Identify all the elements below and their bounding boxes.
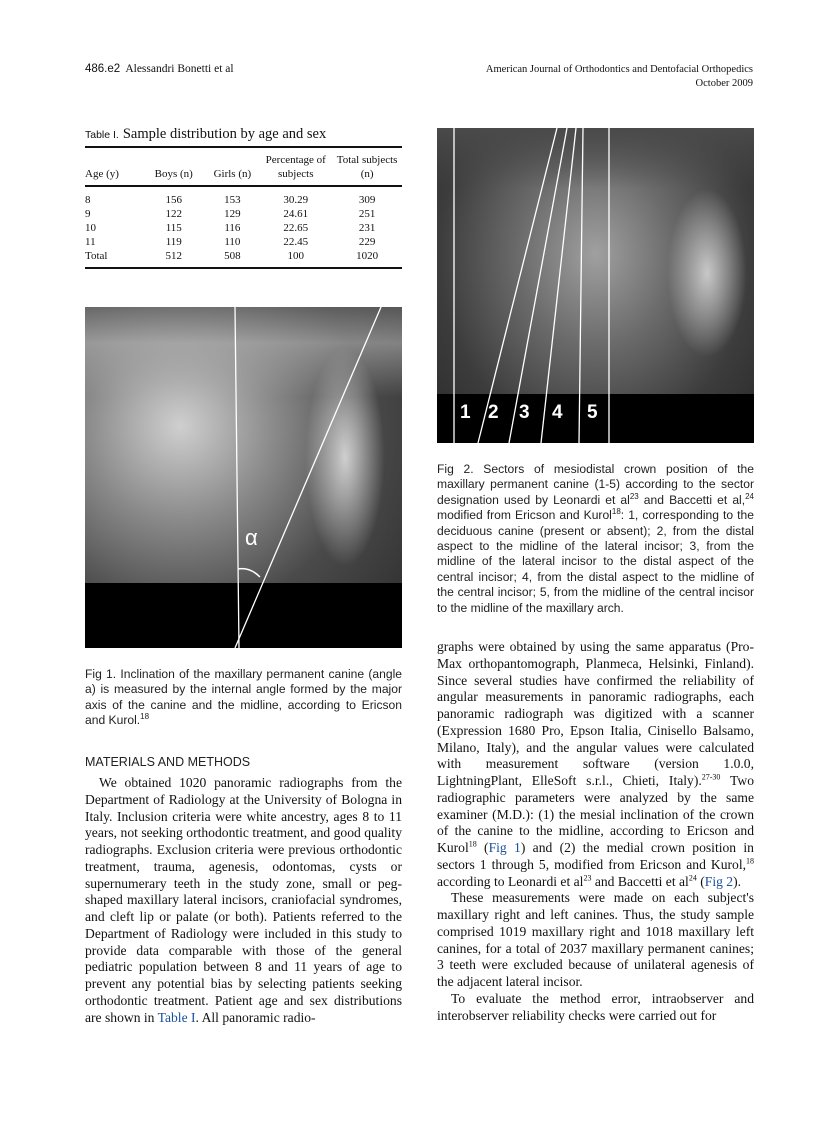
fig2-radiograph bbox=[437, 128, 754, 443]
table-cell: 116 bbox=[224, 222, 241, 234]
text-run: and Baccetti et al, bbox=[638, 492, 746, 507]
column-header: Girls (n) bbox=[213, 168, 252, 180]
table-cell: 30.29 bbox=[283, 194, 309, 206]
distribution-table bbox=[85, 148, 402, 263]
table-cell: 8 bbox=[85, 194, 91, 206]
table-cell: 22.45 bbox=[283, 236, 309, 248]
table-cell: 119 bbox=[165, 236, 182, 248]
column-header: Boys (n) bbox=[154, 168, 193, 180]
table-cell: 309 bbox=[358, 194, 376, 206]
text-run: . All panoramic radio- bbox=[195, 1009, 316, 1025]
citation-superscript: 18 bbox=[140, 712, 150, 722]
table-cell: 100 bbox=[287, 250, 305, 262]
citation-superscript: 23 bbox=[629, 491, 639, 501]
sector-label: 2 bbox=[488, 402, 499, 423]
citation-superscript: 23 bbox=[583, 872, 592, 882]
issue-date: October 2009 bbox=[695, 78, 753, 89]
sector-label: 4 bbox=[552, 402, 563, 423]
running-header-right bbox=[486, 63, 753, 91]
table-row bbox=[85, 249, 402, 263]
journal-name: American Journal of Orthodontics and Dentofacial Orthopedics bbox=[485, 64, 753, 75]
cross-reference-link[interactable]: Table I bbox=[157, 1009, 196, 1025]
sector-line bbox=[579, 128, 583, 443]
table-cell: 110 bbox=[224, 236, 241, 248]
text-run: : 1, corresponding to the deciduous canine (present or absent); 2, from the distal aspect to the midline of the lateral incisor; 3, from the midline of the lateral incisor to the distal aspect of the central incisor; 4, from the distal aspect to the midline of the central incisor; 5, from the midline of the central incisor to the midline of the maxillary arch. bbox=[437, 508, 754, 615]
table-label: Table I. bbox=[85, 129, 119, 141]
text-run: according to Leonardi et al bbox=[437, 873, 584, 889]
table-row bbox=[85, 235, 402, 249]
table-cell: 229 bbox=[358, 236, 376, 248]
table-cell: 122 bbox=[165, 208, 182, 220]
text-run: ( bbox=[476, 840, 489, 855]
text-run: We obtained 1020 panoramic radiographs from the Department of Radiology at the University of Bologna in Italy. Inclusion criteria were white ancestry, ages 8 to 11 years, not seeking orthodontic treatment, and good quality radiographs. Exclusion criteria were previous orthodontic treatment, trauma, agenesis, odontomas, cysts or supernumerary teeth in the study zone, small or peg-shaped maxillary lateral incisors, craniofacial syndromes, and cleft lip or palate (or both). Patients referred to the Department of Radiology were included in this study to provide data comparable with those of the general pediatric population between 8 and 11 years of age to prevent any potential bias by selecting patients seeking orthodontic treatment. Patient age and sex distributions are shown in bbox=[85, 775, 402, 1025]
fig2-caption bbox=[437, 462, 754, 616]
cross-reference-link[interactable]: Fig 1 bbox=[488, 840, 521, 855]
table-cell: 512 bbox=[165, 250, 182, 262]
table-row bbox=[85, 221, 402, 235]
table-cell: 156 bbox=[165, 194, 182, 206]
running-header-left bbox=[85, 63, 234, 75]
table-cell: 115 bbox=[165, 222, 182, 234]
citation-superscript: 24 bbox=[688, 872, 697, 882]
authors: Alessandri Bonetti et al bbox=[125, 63, 234, 75]
citation-superscript: 18 bbox=[468, 839, 477, 849]
angle-arc bbox=[238, 569, 260, 577]
table-row bbox=[85, 207, 402, 221]
column-header: Percentage of subjects bbox=[265, 154, 326, 180]
left-body-text bbox=[85, 775, 402, 1026]
fig1-angle-lines bbox=[85, 307, 402, 648]
table-cell: 9 bbox=[85, 208, 91, 220]
section-heading: MATERIALS AND METHODS bbox=[85, 755, 251, 769]
table-cell: 251 bbox=[358, 208, 376, 220]
fig1-caption bbox=[85, 667, 402, 729]
sector-label: 3 bbox=[519, 402, 530, 423]
sector-label: 1 bbox=[460, 402, 471, 423]
citation-superscript: 24 bbox=[745, 491, 755, 501]
table-cell: 231 bbox=[358, 222, 376, 234]
fig2-sector-lines bbox=[437, 128, 754, 443]
citation-superscript: 18 bbox=[746, 856, 754, 866]
paragraph bbox=[437, 991, 754, 1025]
table-cell: 11 bbox=[85, 236, 96, 248]
paragraph bbox=[85, 775, 402, 1026]
table-cell: 1020 bbox=[356, 250, 379, 262]
table-cell: 10 bbox=[85, 222, 96, 234]
table-cell: 508 bbox=[224, 250, 241, 262]
sector-label: 5 bbox=[587, 402, 598, 423]
paragraph bbox=[437, 890, 754, 991]
table-1 bbox=[85, 125, 402, 269]
citation-superscript: 27-30 bbox=[701, 772, 721, 782]
citation-superscript: 18 bbox=[611, 507, 621, 517]
text-run: To evaluate the method error, intraobserver and interobserver reliability checks were carried out for bbox=[437, 990, 754, 1023]
text-run: These measurements were made on each subject's maxillary right and left canines. Thus, the study sample comprised 1019 maxillary right and 1018 maxillary left canines, for a total of 2037 maxillary permanent canines; 3 teeth were excluded because of unilateral agenesis of the adjacent lateral incisor. bbox=[437, 890, 754, 989]
text-run: ). bbox=[733, 873, 742, 889]
table-cell: 24.61 bbox=[283, 208, 309, 220]
table-cell: Total bbox=[85, 250, 108, 262]
alpha-label: α bbox=[245, 525, 258, 550]
text-run: graphs were obtained by using the same apparatus (Pro-Max orthopantomograph, Planmeca, Helsinki, Finland). Since several studies have confirmed the reliability of angular measurements in panoramic radiographs, each panoramic radiograph was digitized with a scanner (Expression 1680 Pro, Epson Italia, Cinisello Balsamo, Milano, Italy), and the angular values were calculated with measurement software (version 1.0.0, LightningPlant, ElleSoft s.r.l., Chieti, Italy). bbox=[437, 639, 754, 788]
text-run: and Baccetti et al bbox=[591, 873, 689, 889]
table-cell: 129 bbox=[224, 208, 241, 220]
text-run: ) and (2) the medial crown position in sectors 1 through 5, modified from Ericson and Kurol, bbox=[437, 840, 754, 872]
text-run: modified from Ericson and Kurol bbox=[437, 508, 612, 523]
text-run: Fig 2. Sectors of mesiodistal crown position of the maxillary permanent canine (1-5) according to the sector designation used by Leonardi et al bbox=[437, 462, 754, 507]
paragraph bbox=[437, 639, 754, 890]
right-body-text bbox=[437, 639, 754, 1024]
column-header: Total subjects (n) bbox=[336, 154, 398, 180]
fig1-radiograph bbox=[85, 307, 402, 648]
text-run: Two radiographic parameters were analyzed by the same examiner (M.D.): (1) the mesial inclination of the crown of the canine to the midline, according to Ericson and Kurol bbox=[437, 773, 754, 855]
midline bbox=[235, 307, 239, 648]
table-cell: 153 bbox=[224, 194, 241, 206]
cross-reference-link[interactable]: Fig 2 bbox=[704, 873, 734, 889]
table-title: Sample distribution by age and sex bbox=[122, 126, 327, 142]
canine-axis-line bbox=[235, 307, 381, 648]
table-cell: 22.65 bbox=[283, 222, 309, 234]
text-run: ( bbox=[696, 873, 705, 889]
table-row bbox=[85, 186, 402, 207]
column-header: Age (y) bbox=[85, 168, 119, 180]
text-run: Fig 1. Inclination of the maxillary permanent canine (angle a) is measured by the internal angle formed by the major axis of the canine and the midline, according to Ericson and Kurol. bbox=[85, 667, 402, 728]
page-number: 486.e2 bbox=[85, 63, 121, 75]
